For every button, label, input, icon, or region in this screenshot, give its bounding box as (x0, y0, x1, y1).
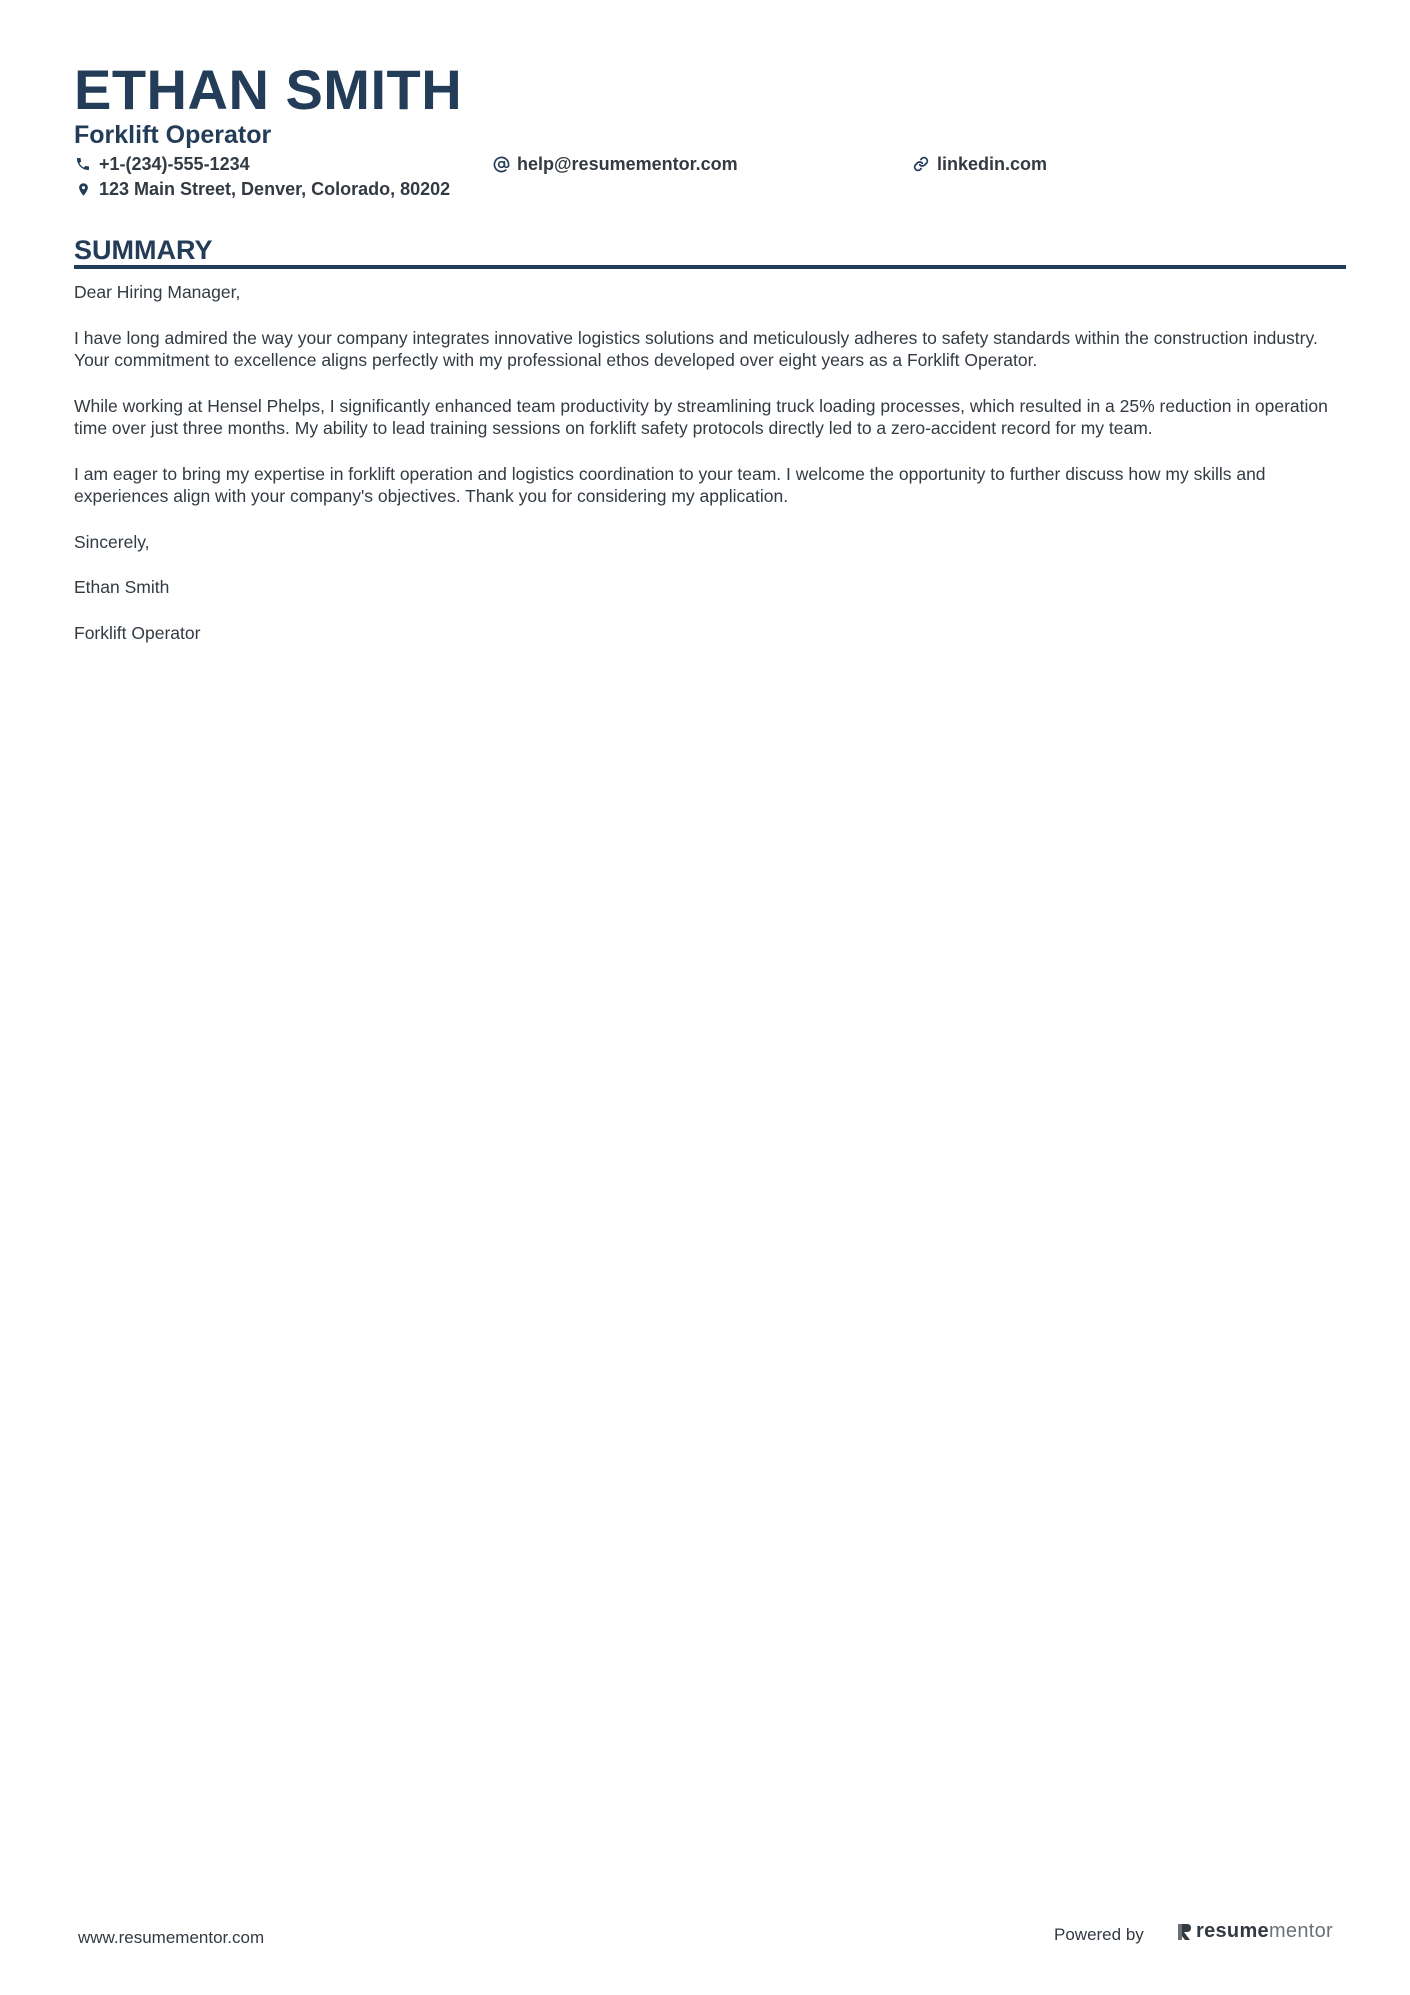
resumementor-logo-icon (1176, 1922, 1192, 1942)
resumementor-logo-text (1196, 1920, 1333, 1943)
letter-paragraph: I have long admired the way your company integrates innovative logistics solutions and meticulously adheres to safety standards within the construction industry. Your commitment to excellence aligns perfectly with my professional ethos developed over eight years as a Forklift Operator. (74, 327, 1318, 370)
contact-phone (74, 152, 250, 176)
closing: Sincerely, (74, 531, 150, 552)
signature-title: Forklift Operator (74, 622, 201, 643)
contact-address (74, 177, 450, 201)
linkedin-text[interactable]: linkedin.com (937, 154, 1048, 174)
candidate-name: ETHAN SMITH (74, 58, 463, 121)
section-divider (74, 265, 1346, 269)
letter-paragraph: While working at Hensel Phelps, I significantly enhanced team productivity by streamlining truck loading processes, which resulted in a 25% reduction in operation time over just three months. My ability to lead training sessions on forklift safety protocols directly led to a zero-accident record for my team. (74, 395, 1328, 438)
logo-text-light: mentor (1268, 1920, 1333, 1942)
cover-letter-page (74, 0, 1346, 1995)
summary-heading: SUMMARY (74, 235, 213, 265)
salutation: Dear Hiring Manager, (74, 282, 241, 302)
phone-text: +1-(234)-555-1234 (99, 154, 250, 174)
location-pin-icon (74, 180, 92, 198)
job-title: Forklift Operator (74, 121, 272, 149)
email-text[interactable]: help@resumementor.com (517, 154, 738, 174)
resumementor-logo[interactable] (1176, 1920, 1333, 1943)
logo-text-bold: resume (1196, 1920, 1269, 1942)
phone-icon (74, 155, 92, 173)
contact-linkedin[interactable] (912, 152, 1047, 176)
letter-body (74, 281, 1346, 667)
address-text: 123 Main Street, Denver, Colorado, 80202 (99, 179, 451, 199)
footer-website-link[interactable]: www.resumementor.com (78, 1928, 265, 1947)
contact-email[interactable] (492, 152, 738, 176)
footer-powered-by: Powered by (1054, 1925, 1144, 1944)
link-icon (912, 155, 930, 173)
signature-name: Ethan Smith (74, 577, 170, 597)
letter-paragraph: I am eager to bring my expertise in forklift operation and logistics coordination to your team. I welcome the opportunity to further discuss how my skills and experiences align with your company's objectives. Thank you for considering my application. (74, 463, 1266, 506)
at-sign-icon (492, 155, 510, 173)
